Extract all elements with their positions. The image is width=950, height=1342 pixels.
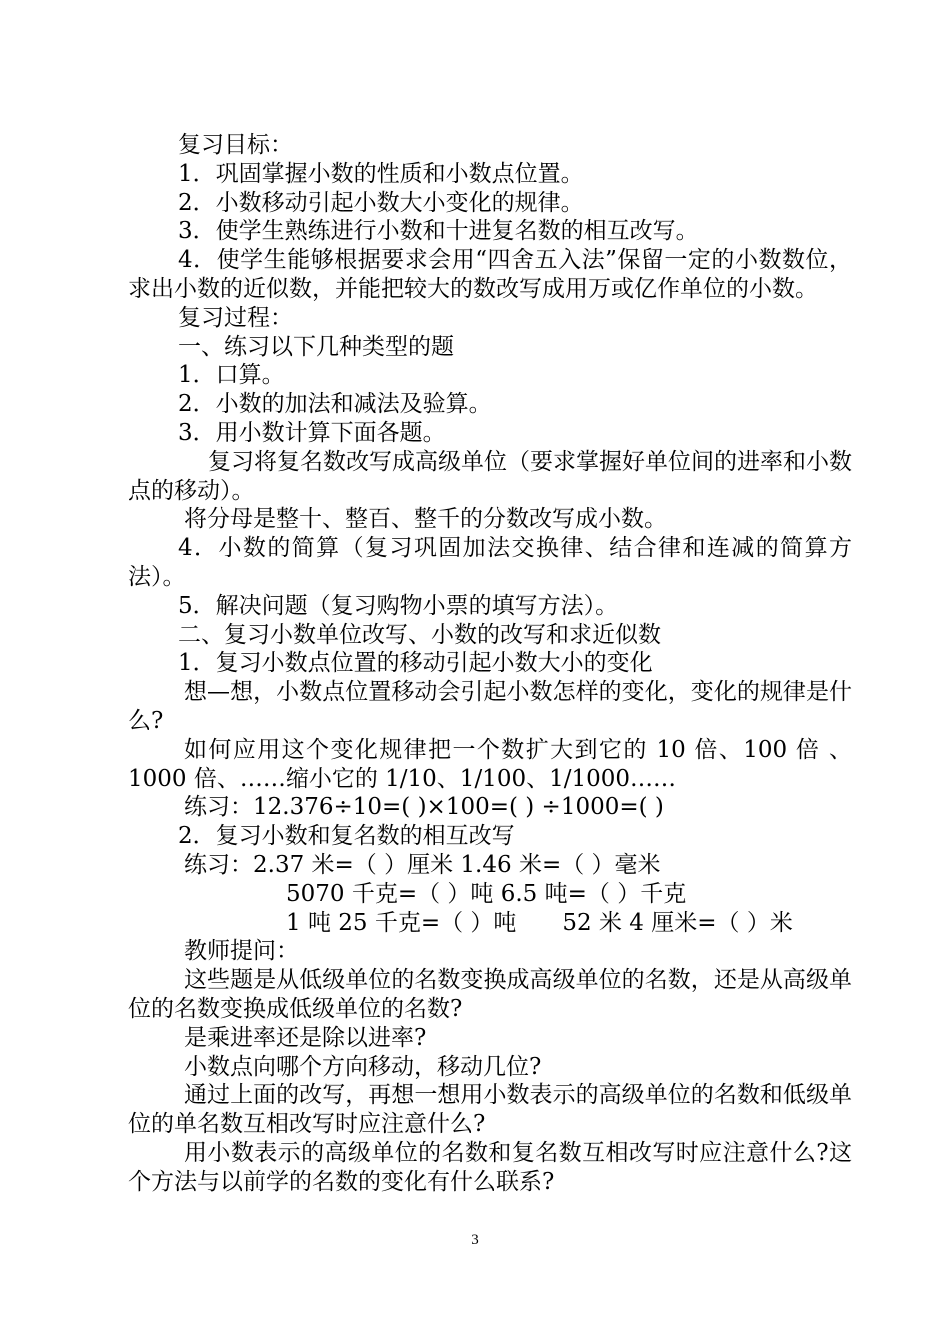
subsection-1-heading: 1．复习小数点位置的移动引起小数大小的变化	[178, 650, 653, 677]
exercise-item-3: 3．用小数计算下面各题。	[178, 419, 446, 446]
question-3: 小数点向哪个方向移动，移动几位?	[184, 1053, 542, 1080]
fraction-paragraph: 将分母是整十、整百、整千的分数改写成小数。	[184, 506, 667, 533]
compound-unit-paragraph: 复习将复名数改写成高级单位（要求掌握好单位间的进率和小数点的移动）。	[128, 448, 852, 504]
think-paragraph: 想—想，小数点位置移动会引起小数怎样的变化，变化的规律是什么?	[128, 679, 852, 734]
section-one-heading: 一、练习以下几种类型的题	[178, 333, 454, 360]
page-number: 3	[471, 1232, 479, 1248]
document-body	[128, 131, 852, 1196]
exercise-item-1: 1．口算。	[178, 362, 285, 389]
goal-item-3: 3．使学生熟练进行小数和十进复名数的相互改写。	[178, 218, 699, 245]
apply-rule-paragraph: 如何应用这个变化规律把一个数扩大到它的 10 倍、100 倍 、1000 倍、……缩小它的 1/10、1/100、1/1000……	[128, 736, 852, 792]
exercise-item-4: 4．小数的简算（复习巩固加法交换律、结合律和连减的简算方法）。	[128, 535, 852, 590]
question-4: 通过上面的改写，再想一想用小数表示的高级单位的名数和低级单位的单名数互相改写时应注意什么?	[128, 1082, 852, 1138]
practice-line-4: 1 吨 25 千克=（ ）吨 52 米 4 厘米=（ ）米	[286, 909, 793, 936]
goal-item-1: 1．巩固掌握小数的性质和小数点位置。	[178, 160, 584, 187]
exercise-item-2: 2．小数的加法和减法及验算。	[178, 391, 492, 418]
practice-line-2: 练习：2.37 米=（ ）厘米 1.46 米=（ ）毫米	[184, 851, 661, 878]
practice-line-3: 5070 千克=（ ）吨 6.5 吨=（ ）千克	[286, 880, 687, 907]
review-goals-heading: 复习目标：	[178, 132, 293, 158]
question-1: 这些题是从低级单位的名数变换成高级单位的名数，还是从高级单位的名数变换成低级单位的名数?	[128, 967, 852, 1022]
section-two-heading: 二、复习小数单位改写、小数的改写和求近似数	[178, 621, 661, 648]
exercise-item-5: 5．解决问题（复习购物小票的填写方法）。	[178, 592, 619, 619]
goal-item-2: 2．小数移动引起小数大小变化的规律。	[178, 189, 584, 216]
question-5: 用小数表示的高级单位的名数和复名数互相改写时应注意什么?这个方法与以前学的名数的变化有什么联系?	[128, 1139, 852, 1195]
subsection-2-heading: 2．复习小数和复名数的相互改写	[178, 823, 515, 850]
practice-line-1: 练习：12.376÷10=( )×100=( ) ÷1000=( )	[184, 794, 664, 821]
review-process-heading: 复习过程：	[178, 304, 293, 331]
question-2: 是乘进率还是除以进率?	[184, 1024, 427, 1051]
goal-item-4: 4．使学生能够根据要求会用“四舍五入法”保留一定的小数数位，求出小数的近似数，并能把较大的数改写成用万或亿作单位的小数。	[128, 247, 852, 302]
teacher-questions-heading: 教师提问：	[184, 938, 299, 965]
